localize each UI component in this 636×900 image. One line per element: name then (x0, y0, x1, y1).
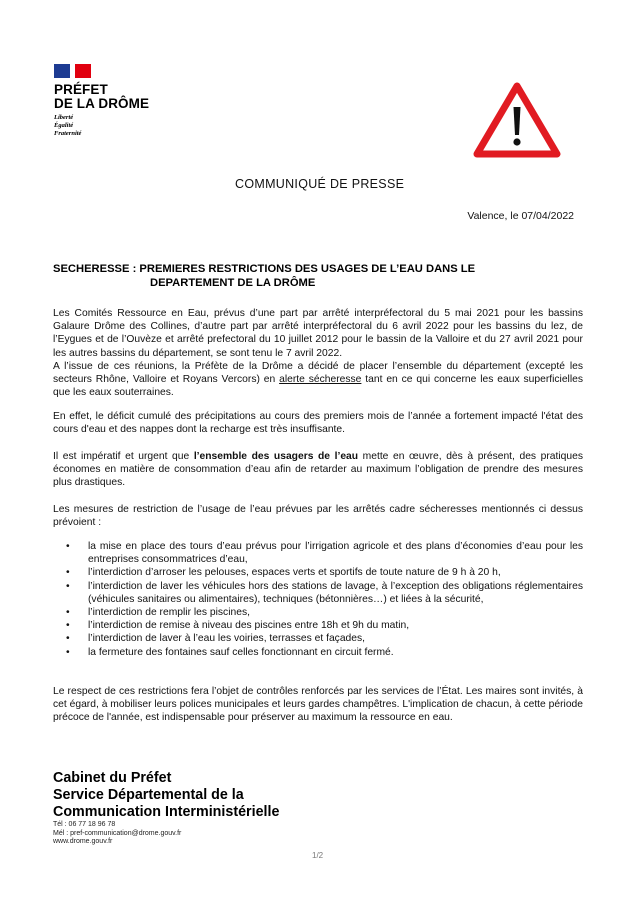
list-item: • la mise en place des tours d’eau prévus pour l’irrigation agricole et des plans d’économies d’eau pour les entreprises consommatrices d’eau, (53, 540, 583, 566)
footer-service: Service Départemental de la (53, 787, 244, 803)
footer-email[interactable]: Mél : pref-communication@drome.gouv.fr (53, 829, 182, 837)
footer-website[interactable]: www.drome.gouv.fr (53, 838, 113, 846)
list-item: • l’interdiction d’arroser les pelouses, espaces verts et sportifs de toute nature de 9 h à 20 h, (53, 566, 583, 579)
document-type: COMMUNIQUÉ DE PRESSE (235, 177, 405, 191)
republic-motto: Liberté Égalité Fraternité (54, 114, 82, 137)
footer-service-cont: Communication Interministérielle (53, 804, 280, 820)
contact-footer (53, 770, 279, 847)
paragraph-alert: A l’issue de ces réunions, la Préfète de la Drôme a décidé de placer l’ensemble du département (excepté les secteurs Rhône, Valloire et Royans Vercors) en alerte sécheresse tant en ce qui concerne les eaux superficielles que les eaux souterraines. (53, 360, 584, 399)
alert-secheresse-term: alerte sécheresse (279, 374, 362, 386)
press-headline: SECHERESSE : PREMIERES RESTRICTIONS DES USAGES DE L’EAU DANS LE DEPARTEMENT DE LA DRÔME (53, 263, 476, 289)
list-item: • la fermeture des fontaines sauf celles fonctionnant en circuit fermé. (53, 646, 583, 659)
footer-office: Cabinet du Préfet (53, 770, 172, 786)
list-item: • l’interdiction de remise à niveau des piscines entre 18h et 9h du matin, (53, 619, 583, 632)
warning-triangle-icon (472, 80, 562, 160)
list-item: • l’interdiction de laver à l’eau les voiries, terrasses et façades, (53, 632, 583, 645)
page-number: 1/2 (312, 851, 324, 860)
paragraph-measures-intro: Les mesures de restriction de l’usage de l’eau prévues par les arrêtés cadre sécheresses mentionnés ci dessus prévoient : (53, 504, 583, 529)
paragraph-users: Il est impératif et urgent que l’ensemble des usagers de l’eau mette en œuvre, dès à présent, des pratiques économes en matière de consommation d’eau afin de retarder au maximum l’obligation de prendre des mesures plus drastiques. (53, 451, 584, 489)
paragraph-enforcement: Le respect de ces restrictions fera l’objet de contrôles renforcés par les services de l’État. Les maires sont invités, à cet égard, à mobiliser leurs polices municipales et leurs gardes champêtres. L'implication de chacun, à cette période précoce de l'année, est indispensable pour préserver au maximum la ressource en eau. (53, 686, 583, 724)
list-item: • l’interdiction de laver les véhicules hors des stations de lavage, à l’exception des obligations réglementaires (véhicules sanitaires ou alimentaires), techniques (bétonnières…) et liées à la sécurité, (53, 580, 583, 606)
french-flag-icon (54, 64, 91, 78)
prefecture-name: PRÉFET DE LA DRÔME (54, 82, 150, 111)
prefecture-logo (54, 64, 149, 138)
paragraph-committees: Les Comités Ressource en Eau, prévus d’une part par arrêté interpréfectoral du 5 mai 2021 pour les bassins Galaure Drôme des Collines, d’autre part par arrêté interpréfectoral du 6 avril 2022 pour les bassins du lez, de l’Eygues et de l’Ouvèze et arrêté prefectoral du 10 juillet 2012 pour le bassin de la Valloire et du 27 avril 2021 pour les autres bassins du département, se sont tenu le 7 avril 2022. A l’issue de ces réunions, la Préfète de la Drôme a décidé de placer l’ensemble du département (excepté les secteurs Rhône, Valloire et Royans Vercors) en alerte sécheresse tant en ce qui concerne les eaux superficielles que les eaux souterraines. (53, 308, 584, 399)
paragraph-deficit: En effet, le déficit cumulé des précipitations au cours des premiers mois de l’année a fortement impacté l'état des cours d'eau et des nappes dont la recharge est très insuffisante. (53, 411, 583, 436)
list-item: • l’interdiction de remplir les piscines, (53, 606, 583, 619)
usagers-emphasis: l’ensemble des usagers de l’eau (193, 451, 359, 462)
footer-phone: Tél : 06 77 18 96 78 (53, 821, 116, 828)
date-line: Valence, le 07/04/2022 (467, 210, 574, 222)
measures-list (53, 540, 583, 659)
